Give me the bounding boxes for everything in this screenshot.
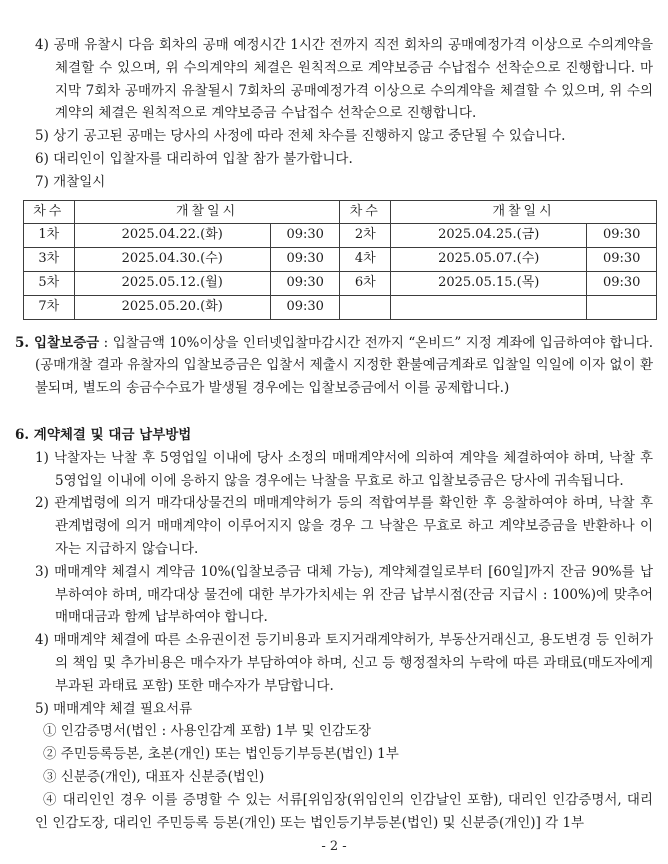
doc-text: 신분증(개인), 대표자 신분증(법인) [60, 768, 265, 785]
doc-item [15, 743, 653, 766]
item-marker: 3) [35, 563, 49, 580]
doc-text: 주민등록등본, 초본(개인) 또는 법인등기부등본(법인) 1부 [60, 746, 399, 763]
doc-item [15, 720, 653, 743]
list-item [15, 492, 653, 560]
required-documents-list [15, 720, 653, 834]
item-marker: 2) [35, 495, 49, 512]
table-row [24, 224, 657, 248]
section-5 [15, 332, 653, 400]
list-item [15, 447, 653, 493]
item-marker: 5) [35, 128, 49, 145]
date-cell: 2025.05.12.(월) [74, 271, 270, 295]
item-text: 대리인이 입찰자를 대리하여 입찰 참가 불가합니다. [53, 150, 353, 167]
table-row [24, 248, 657, 272]
header-datetime-cell: 개찰일시 [391, 200, 657, 224]
date-cell: 2025.05.20.(화) [74, 295, 270, 319]
item-text: 매매계약 체결 필요서류 [53, 700, 193, 717]
section-5-title: 5. 입찰보증금 [15, 334, 100, 351]
list-item [15, 125, 653, 148]
date-cell: 2025.05.15.(목) [391, 271, 587, 295]
section-6-title: 6. 계약체결 및 대금 납부방법 [15, 426, 192, 443]
date-cell: 2025.04.25.(금) [391, 224, 587, 248]
header-datetime-cell: 개찰일시 [74, 200, 340, 224]
time-cell: 09:30 [270, 224, 340, 248]
list-item [15, 698, 653, 721]
item-marker: 4) [35, 37, 49, 53]
time-cell: 09:30 [587, 248, 657, 272]
time-cell: 09:30 [270, 295, 340, 319]
list-item [15, 561, 653, 629]
round-cell: 7차 [24, 295, 75, 319]
time-cell [587, 295, 657, 319]
date-cell: 2025.04.30.(수) [74, 248, 270, 272]
time-cell: 09:30 [587, 224, 657, 248]
item-marker: 1) [35, 449, 49, 466]
round-cell: 5차 [24, 271, 75, 295]
header-round-cell: 차수 [24, 200, 75, 224]
round-cell: 2차 [340, 224, 391, 248]
round-cell: 4차 [340, 248, 391, 272]
doc-text: 인감증명서(법인 : 사용인감계 포함) 1부 및 인감도장 [60, 723, 372, 740]
date-cell: 2025.05.07.(수) [391, 248, 587, 272]
item-text: 관계법령에 의거 매각대상물건의 매매계약허가 등의 적합여부를 확인한 후 응찰하여야 하며, 낙찰 후 관계법령에 의거 매매계약이 이루어지지 않을 경우 그 낙찰은 무효로 하고 계약보증금을 반환하나 이자는 지급하지 않습니다. [54, 495, 653, 557]
item-marker: 6) [35, 150, 49, 167]
list-item [15, 148, 653, 171]
list-item [15, 629, 653, 697]
item-text: 매매계약 체결시 계약금 10%(입찰보증금 대체 가능), 계약체결일로부터 [60일]까지 잔금 90%를 납부하여야 하며, 매각대상 물건에 대한 부가가치세는 위 잔금 납부시점(잔금 지급시 : 100%)에 맞추어 매매대금과 함께 납부하여야 합니다. [54, 563, 653, 626]
date-cell: 2025.04.22.(화) [74, 224, 270, 248]
date-cell [391, 295, 587, 319]
round-cell: 3차 [24, 248, 75, 272]
table-header-row [24, 200, 657, 224]
schedule-table [23, 200, 657, 320]
header-round-cell: 차수 [340, 200, 391, 224]
list-item [15, 34, 653, 125]
doc-marker: ① [43, 723, 57, 740]
doc-marker: ② [43, 746, 57, 763]
doc-marker: ③ [43, 768, 57, 785]
doc-item [15, 766, 653, 789]
section-5-body: : 입찰금액 10%이상을 인터넷입찰마감시간 전까지 “온비드” 지정 계좌에 입금하여야 합니다.(공매개찰 결과 유찰자의 입찰보증금은 입찰서 제출시 지정한 환불예금계좌로 입찰일 익일에 이자 없이 환불되며, 별도의 송금수수료가 발생될 경우에는 입찰보증금에서 이를 공제합니다.) [35, 334, 653, 397]
doc-item [15, 789, 653, 835]
item-marker: 4) [35, 632, 49, 649]
time-cell: 09:30 [587, 271, 657, 295]
item-marker: 7) [35, 173, 49, 190]
doc-text: 대리인인 경우 이를 증명할 수 있는 서류[위임장(위임인의 인감날인 포함), 대리인 인감증명서, 대리인 인감도장, 대리인 주민등록 등본(개인) 또는 법인등기부등본(법인) 및 신분증(개인)] 각 1부 [35, 791, 654, 831]
round-cell: 6차 [340, 271, 391, 295]
intro-list [15, 34, 653, 194]
round-cell [340, 295, 391, 319]
doc-marker: ④ [43, 791, 58, 808]
item-text: 공매 유찰시 다음 회차의 공매 예정시간 1시간 전까지 직전 회차의 공매예정가격 이상으로 수의계약을 체결할 수 있으며, 위 수의계약의 체결은 원칙적으로 계약보증금 수납접수 선착순으로 진행합니다. 마지막 7회차 공매까지 유찰될시 7회차의 공매예정가격 이상으로 수의계약을 체결할 수 있으며, 위 수의계약의 체결은 원칙적으로 계약보증금 수납접수 선착순으로 진행합니다. [53, 37, 653, 122]
section-6-items [15, 447, 653, 721]
table-row [24, 295, 657, 319]
time-cell: 09:30 [270, 248, 340, 272]
table-row [24, 271, 657, 295]
item-text: 상기 공고된 공매는 당사의 사정에 따라 전체 차수를 진행하지 않고 중단될 수 있습니다. [53, 128, 566, 145]
item-text: 매매계약 체결에 따른 소유권이전 등기비용과 토지거래계약허가, 부동산거래신고, 용도변경 등 인허가의 책임 및 추가비용은 매수자가 부담하여야 하며, 신고 등 행정절차의 누락에 따른 과태료(매도자에게 부과된 과태료 포함) 또한 매수자가 부담합니다. [53, 632, 653, 694]
item-text: 개찰일시 [53, 173, 106, 190]
item-text: 낙찰자는 낙찰 후 5영업일 이내에 당사 소정의 매매계약서에 의하여 계약을 체결하여야 하며, 낙찰 후 5영업일 이내에 이에 응하지 않을 경우에는 낙찰을 무효로 하고 입찰보증금은 당사에 귀속됩니다. [53, 449, 653, 489]
item-marker: 5) [35, 700, 49, 717]
time-cell: 09:30 [270, 271, 340, 295]
round-cell: 1차 [24, 224, 75, 248]
list-item [15, 171, 653, 194]
page-number: - 2 - [321, 839, 347, 855]
